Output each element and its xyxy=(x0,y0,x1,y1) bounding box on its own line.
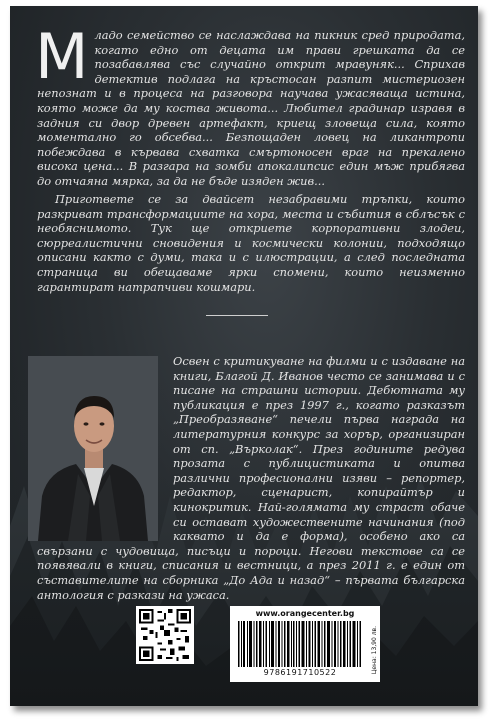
price-label: Цена: 13,90 лв. xyxy=(371,626,378,675)
publisher-url: www.orangecenter.bg xyxy=(255,609,355,618)
blurb-paragraph-1 xyxy=(35,20,465,189)
blurb-text-1: ладо семейство се наслаждава на пикник сред природата, когато едно от децата им прави грешката да се позабавлява със случайно открит мравуняк... Сприхав детектив подлага на кръстосан разпит мистериозен непознат и в процеса на разговора научава ужасяваща истина, която може да му коства живота... Любител градинар изравя в задния си двор древен артефакт, криещ зловеща сила, която моментално го обсебва... Безпощаден ловец на ликантропи побеждава в кървава схватка смъртоносен враг на прекалено висока цена... В разгара на зомби апокалипсис един мъж прибягва до отчаяна мярка, за да не бъде изяден жив... xyxy=(37,28,465,188)
author-photo xyxy=(28,356,158,541)
author-bio-text: Освен с критикуване на филми и с издаване на книги, Благой Д. Иванов често се занимава и с писане на страшни истории. Дебютната му публикация е през 1997 г., когато разказът „Преобразяване“ печели първа награда на литературния конкурс за хорър, организиран от сп. „Върколак“. През годините редува прозата с публицистиката и опитва различни професионални изяви – репортер, редактор, сценарист, копирайтър и кинокритик. Най-голямата му страст обаче си остават художествените начинания (под каквато и да е форма), особено ако са свързани с чудовища, писъци и пороци. Негови текстове са се появявали в книги, списания и вестници, а през 2011 г. е един от съставителите на сборника „До Ада и назад“ – първата българска антология с разкази на ужаса. xyxy=(37,354,465,602)
isbn-number: 9786191710522 xyxy=(263,668,337,677)
qr-code-icon xyxy=(139,609,191,661)
barcode-icon xyxy=(238,621,362,667)
barcode-label xyxy=(230,606,380,682)
author-portrait-icon xyxy=(28,356,158,541)
blurb-paragraph-2: Пригответе се за двайсет незабравими тръпки, които разкриват трансформациите на хора, места и събития в сблъсък с необяснимото. Тук ще откриете корпоративни злодеи, сюрреалистични сновидения и космически колонии, подходящо описани както с думи, така и с илюстрации, а след последната страница ви обещаваме ярки спомени, които неизменно гарантират натрапчиви кошмари. xyxy=(37,192,465,294)
section-divider xyxy=(206,315,268,316)
back-cover xyxy=(10,6,478,706)
qr-code xyxy=(136,606,194,664)
drop-cap: М xyxy=(35,20,89,93)
